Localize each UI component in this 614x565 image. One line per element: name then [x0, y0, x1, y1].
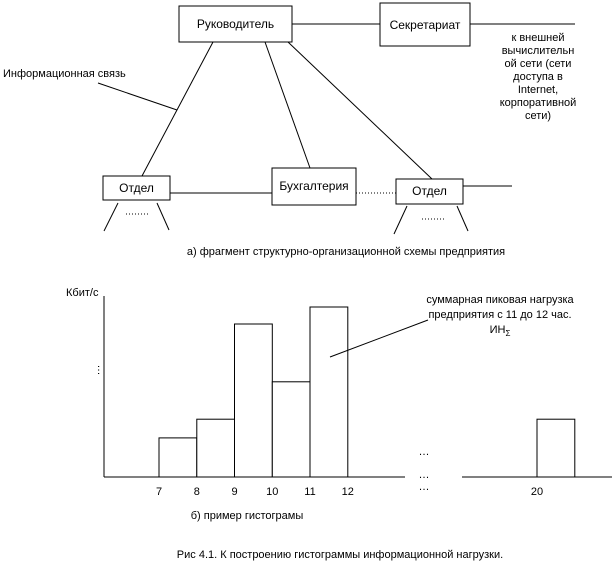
accounting-label: Бухгалтерия — [279, 179, 349, 193]
dept-right-branch-left — [394, 206, 407, 234]
gap-ellipsis: … — [418, 446, 430, 458]
x-tick-label: 11 — [304, 486, 316, 498]
histogram-bar — [235, 324, 273, 477]
annotation-symbol — [490, 324, 511, 338]
external-note-line: вычислительн — [501, 45, 575, 57]
x-tick-label: 12 — [341, 486, 354, 498]
external-note-line: Internet, — [517, 84, 559, 96]
peak-load-annotation — [426, 294, 574, 338]
connector-head-dept-left — [142, 42, 213, 176]
annotation-symbol-subscript: Σ — [505, 329, 511, 338]
external-note-line: ой сети (сети — [504, 58, 572, 70]
external-note-line: сети) — [524, 110, 552, 122]
histogram-bar — [537, 419, 575, 477]
x-tick-labels — [156, 486, 543, 498]
histogram-bar — [310, 307, 348, 477]
histogram-bar — [272, 382, 310, 477]
gap-ellipsis: … — [418, 481, 430, 493]
axis-gap-ellipsis — [419, 446, 430, 493]
x-tick-label: 8 — [193, 486, 200, 498]
dept-right-branch-right — [457, 206, 468, 231]
histogram-bar — [197, 419, 235, 477]
annotation-line: суммарная пиковая нагрузка — [426, 294, 574, 306]
annotation-symbol-main: ИН — [489, 324, 506, 336]
link-label: Информационная связь — [3, 68, 126, 80]
histogram — [66, 287, 612, 522]
y-axis-ellipsis: … — [95, 364, 107, 376]
x-tick-label: 20 — [530, 486, 544, 498]
histogram-bar — [159, 438, 197, 477]
secretariat-label: Секретариат — [389, 18, 461, 32]
connector-head-dept-right — [288, 42, 432, 179]
external-note-line: доступа в — [513, 71, 563, 83]
histogram-bars — [159, 307, 575, 477]
dept-left-branch-left — [104, 203, 118, 231]
org-chart — [3, 3, 576, 258]
external-network-note — [500, 32, 577, 122]
connector-head-accounting — [265, 42, 310, 168]
dept-left-branch-right — [157, 203, 169, 230]
y-axis-label: Кбит/с — [66, 287, 99, 299]
figure-caption: Рис 4.1. К построению гистограммы информационной нагрузки. — [176, 549, 504, 561]
link-label-pointer — [98, 83, 177, 110]
x-tick-label: 10 — [266, 486, 279, 498]
external-note-line: корпоративной — [499, 97, 577, 109]
external-note-line: к внешней — [511, 32, 565, 44]
head-label: Руководитель — [196, 17, 275, 31]
dept-right-label: Отдел — [412, 184, 447, 198]
histogram-caption: б) пример гистограмы — [190, 510, 304, 522]
org-chart-caption: а) фрагмент структурно-организационной схемы предприятия — [186, 246, 506, 258]
x-tick-label: 7 — [155, 486, 163, 498]
annotation-line: предприятия с 11 до 12 час. — [428, 309, 572, 321]
x-tick-label: 9 — [231, 486, 238, 498]
gap-ellipsis: … — [418, 469, 430, 481]
dept-left-label: Отдел — [119, 181, 154, 195]
